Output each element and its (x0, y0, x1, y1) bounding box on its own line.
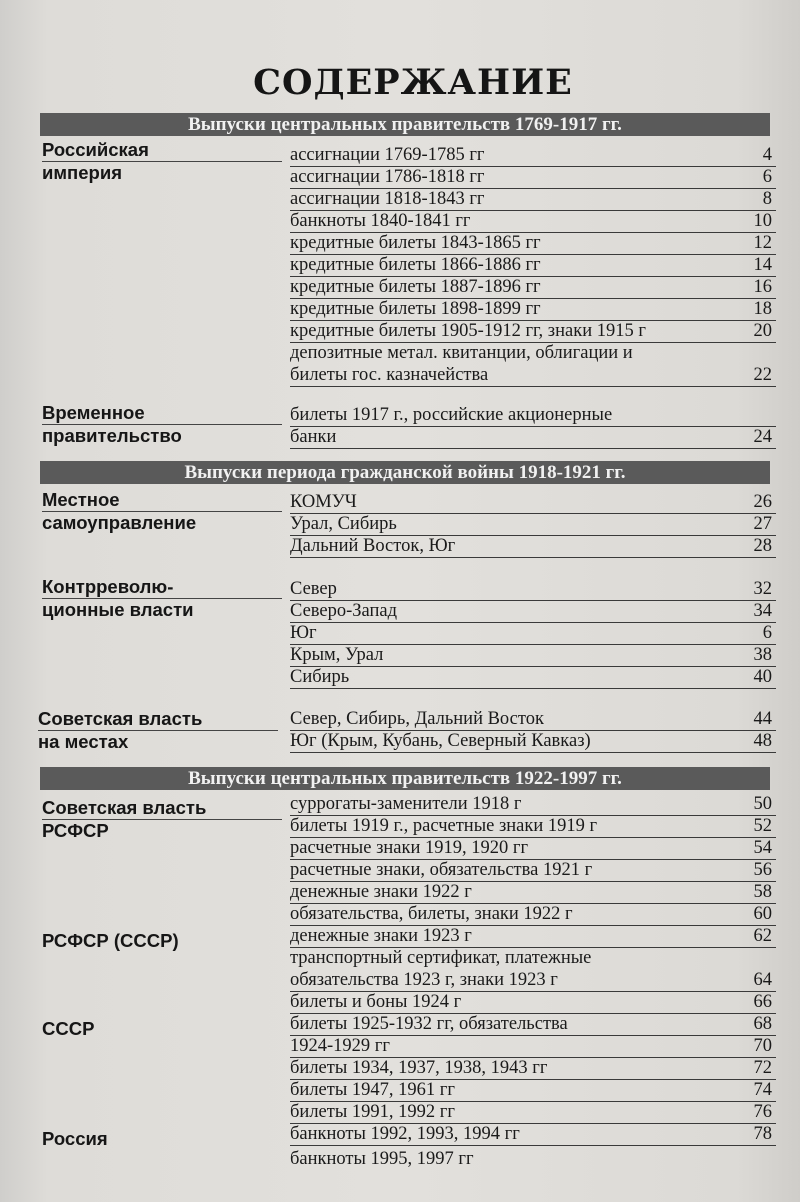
toc-row-text: Юг (Крым, Кубань, Северный Кавказ) (290, 731, 591, 751)
category-line: Российская (42, 139, 282, 162)
toc-row-text: банкноты 1840-1841 гг (290, 211, 471, 231)
category-line: самоуправление (42, 512, 197, 533)
toc-row[interactable] (290, 1035, 776, 1058)
toc-row-text: Дальний Восток, Юг (290, 536, 456, 556)
toc-row[interactable] (290, 320, 776, 343)
toc-row-page: 52 (753, 816, 772, 836)
toc-row[interactable] (290, 404, 776, 427)
toc-row-page: 20 (753, 321, 772, 341)
toc-row[interactable] (290, 925, 776, 948)
toc-row-text: расчетные знаки, обязательства 1921 г (290, 860, 593, 880)
category-line: правительство (42, 425, 182, 446)
toc-row[interactable] (290, 1101, 776, 1124)
category-line: РСФСР (42, 820, 109, 841)
toc-row[interactable] (290, 364, 776, 387)
toc-row-page: 28 (753, 536, 772, 556)
toc-row-text: Крым, Урал (290, 645, 384, 665)
toc-row[interactable] (290, 342, 776, 364)
toc-row[interactable] (290, 666, 776, 689)
toc-row[interactable] (290, 1148, 776, 1170)
toc-row-text: суррогаты-заменители 1918 г (290, 794, 522, 814)
toc-row-page: 26 (753, 492, 772, 512)
category-line: Советская власть (38, 708, 278, 731)
toc-row-text: обязательства, билеты, знаки 1922 г (290, 904, 573, 924)
toc-row[interactable] (290, 254, 776, 277)
toc-row[interactable] (290, 1013, 776, 1036)
toc-row-text: транспортный сертификат, платежные (290, 948, 592, 968)
toc-row-text: денежные знаки 1923 г (290, 926, 472, 946)
toc-row-page: 8 (762, 189, 772, 209)
toc-row[interactable] (290, 903, 776, 926)
toc-row-page: 24 (753, 427, 772, 447)
section-heading-1922-1997: Выпуски центральных правительств 1922-1997 гг. (40, 767, 770, 790)
category-line: Контрреволю- (42, 576, 282, 599)
toc-row-page: 34 (753, 601, 772, 621)
toc-row-text: обязательства 1923 г, знаки 1923 г (290, 970, 558, 990)
category-counter-revolutionary (42, 576, 282, 621)
toc-row-page: 44 (753, 709, 772, 729)
toc-row[interactable] (290, 1123, 776, 1146)
toc-row-text: Север, Сибирь, Дальний Восток (290, 709, 544, 729)
toc-row-text: Север (290, 579, 337, 599)
toc-row-text: билеты 1991, 1992 гг (290, 1102, 455, 1122)
toc-row-text: Урал, Сибирь (290, 514, 397, 534)
category-line: империя (42, 162, 122, 183)
category-rsfsr-ussr (42, 930, 282, 952)
toc-row[interactable] (290, 1057, 776, 1080)
toc-row-text: билеты 1947, 1961 гг (290, 1080, 455, 1100)
toc-row[interactable] (290, 815, 776, 838)
section-heading-1918-1921: Выпуски периода гражданской войны 1918-1921 гг. (40, 461, 770, 484)
toc-row-page: 18 (753, 299, 772, 319)
category-line: Временное (42, 402, 282, 425)
toc-row[interactable] (290, 426, 776, 449)
toc-row[interactable] (290, 276, 776, 299)
toc-row-page: 48 (753, 731, 772, 751)
toc-row-page: 58 (753, 882, 772, 902)
toc-row[interactable] (290, 730, 776, 753)
category-line: Россия (42, 1128, 108, 1149)
toc-row[interactable] (290, 578, 776, 601)
toc-row[interactable] (290, 991, 776, 1014)
toc-row-page: 68 (753, 1014, 772, 1034)
category-line: РСФСР (СССР) (42, 930, 179, 951)
category-line: СССР (42, 1018, 95, 1039)
toc-row[interactable] (290, 188, 776, 211)
toc-row[interactable] (290, 622, 776, 645)
toc-row-page: 16 (753, 277, 772, 297)
toc-row-page: 10 (753, 211, 772, 231)
category-ussr (42, 1018, 282, 1040)
toc-row[interactable] (290, 1079, 776, 1102)
toc-row[interactable] (290, 947, 776, 969)
category-soviet-rsfsr (42, 797, 282, 842)
toc-row-text: банкноты 1992, 1993, 1994 гг (290, 1124, 520, 1144)
toc-row-page: 66 (753, 992, 772, 1012)
toc-row[interactable] (290, 232, 776, 255)
toc-row-page: 70 (753, 1036, 772, 1056)
toc-row-text: билеты и боны 1924 г (290, 992, 462, 1012)
toc-row-page: 27 (753, 514, 772, 534)
toc-row-text: Сибирь (290, 667, 350, 687)
category-local-government (42, 489, 282, 534)
toc-row-page: 64 (753, 970, 772, 990)
category-russian-empire (42, 139, 282, 184)
toc-row-page: 56 (753, 860, 772, 880)
page-title: СОДЕРЖАНИЕ (253, 62, 573, 103)
toc-row[interactable] (290, 708, 776, 731)
category-line: Советская власть (42, 797, 282, 820)
category-line: Местное (42, 489, 282, 512)
toc-row[interactable] (290, 881, 776, 904)
toc-row-text: ассигнации 1769-1785 гг (290, 145, 485, 165)
category-line: на местах (38, 731, 129, 752)
toc-row[interactable] (290, 513, 776, 536)
toc-row-page: 4 (762, 145, 772, 165)
toc-row-text: денежные знаки 1922 г (290, 882, 472, 902)
category-provisional-government (42, 402, 282, 447)
toc-row-text: Юг (290, 623, 317, 643)
toc-row-page: 74 (753, 1080, 772, 1100)
toc-row-text: расчетные знаки 1919, 1920 гг (290, 838, 529, 858)
toc-row-text: банкноты 1995, 1997 гг (290, 1149, 474, 1169)
toc-row-text: кредитные билеты 1898-1899 гг (290, 299, 541, 319)
toc-row[interactable] (290, 600, 776, 623)
toc-row[interactable] (290, 859, 776, 882)
toc-row-text: кредитные билеты 1887-1896 гг (290, 277, 541, 297)
toc-row-text: ассигнации 1818-1843 гг (290, 189, 485, 209)
toc-row-text: билеты 1925-1932 гг, обязательства (290, 1014, 568, 1034)
toc-row[interactable] (290, 644, 776, 667)
toc-row-text: банки (290, 427, 337, 447)
toc-row-text: билеты гос. казначейства (290, 365, 489, 385)
toc-row-text: Северо-Запад (290, 601, 398, 621)
toc-row-page: 40 (753, 667, 772, 687)
toc-row-text: кредитные билеты 1843-1865 гг (290, 233, 541, 253)
toc-row-page: 6 (762, 623, 772, 643)
toc-row-text: 1924-1929 гг (290, 1036, 390, 1056)
toc-row-text: депозитные метал. квитанции, облигации и (290, 343, 633, 363)
toc-row[interactable] (290, 793, 776, 816)
category-russia (42, 1128, 282, 1150)
toc-row[interactable] (290, 166, 776, 189)
toc-row[interactable] (290, 144, 776, 167)
toc-row-text: ассигнации 1786-1818 гг (290, 167, 485, 187)
toc-row-page: 72 (753, 1058, 772, 1078)
toc-row[interactable] (290, 210, 776, 233)
toc-row-page: 6 (762, 167, 772, 187)
toc-row-page: 38 (753, 645, 772, 665)
toc-row[interactable] (290, 535, 776, 558)
toc-row-page: 60 (753, 904, 772, 924)
toc-row-page: 12 (753, 233, 772, 253)
toc-row-page: 62 (753, 926, 772, 946)
toc-row-text: кредитные билеты 1866-1886 гг (290, 255, 541, 275)
toc-row-page: 22 (753, 365, 772, 385)
toc-row-text: билеты 1934, 1937, 1938, 1943 гг (290, 1058, 548, 1078)
toc-row[interactable] (290, 491, 776, 514)
toc-row-text: билеты 1917 г., российские акционерные (290, 405, 613, 425)
toc-row-text: кредитные билеты 1905-1912 гг, знаки 1915 г (290, 321, 646, 341)
category-line: ционные власти (42, 599, 194, 620)
section-heading-1769-1917: Выпуски центральных правительств 1769-1917 гг. (40, 113, 770, 136)
toc-row-page: 14 (753, 255, 772, 275)
toc-row-text: билеты 1919 г., расчетные знаки 1919 г (290, 816, 598, 836)
toc-row[interactable] (290, 298, 776, 321)
category-soviet-local (38, 708, 278, 753)
toc-row-text: КОМУЧ (290, 492, 357, 512)
toc-row-page: 50 (753, 794, 772, 814)
toc-row-page: 32 (753, 579, 772, 599)
toc-row-page: 54 (753, 838, 772, 858)
toc-row[interactable] (290, 837, 776, 860)
toc-row[interactable] (290, 969, 776, 992)
toc-row-page: 78 (753, 1124, 772, 1144)
toc-row-page: 76 (753, 1102, 772, 1122)
